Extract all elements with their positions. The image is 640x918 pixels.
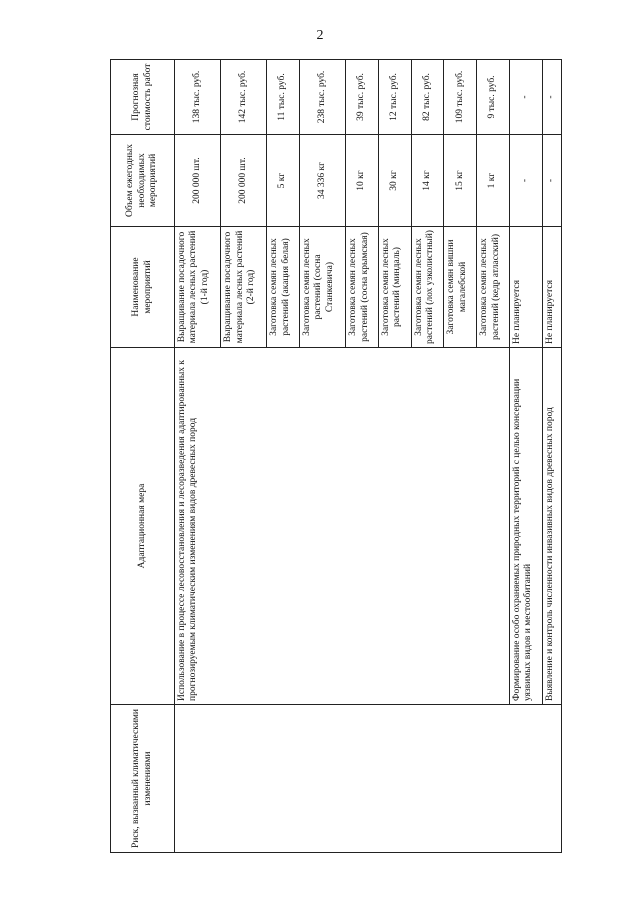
activity-name-cell: Выращивание посадочного материала лесных растений (2-й год) — [221, 227, 267, 348]
cost-cell: 39 тыс. руб. — [346, 60, 379, 135]
activity-name-cell: Заготовка семян вишни магалебской — [444, 227, 477, 348]
table-header-row — [111, 60, 175, 853]
volume-cell: 30 кг — [378, 135, 411, 227]
activity-name-cell: Заготовка семян лесных растений (сосна Станкевича) — [300, 227, 346, 348]
activity-name-cell: Не планируется — [542, 227, 561, 348]
volume-cell: - — [509, 135, 542, 227]
cost-cell: 109 тыс. руб. — [444, 60, 477, 135]
cost-cell: 12 тыс. руб. — [378, 60, 411, 135]
cost-cell: 82 тыс. руб. — [411, 60, 444, 135]
risk-cell — [175, 705, 562, 853]
cost-cell: - — [509, 60, 542, 135]
volume-cell: 34 336 кг — [300, 135, 346, 227]
volume-cell: 200 000 шт. — [221, 135, 267, 227]
volume-cell: 10 кг — [346, 135, 379, 227]
header-risk: Риск, вызванный климатическими изменениями — [111, 705, 175, 853]
activity-name-cell: Не планируется — [509, 227, 542, 348]
volume-cell: 200 000 шт. — [175, 135, 221, 227]
volume-cell: - — [542, 135, 561, 227]
header-annual-volume: Объем ежегодных необходимых мероприятий — [111, 135, 175, 227]
volume-cell: 14 кг — [411, 135, 444, 227]
header-measure: Адаптационная мера — [111, 348, 175, 705]
cost-cell: 11 тыс. руб. — [267, 60, 300, 135]
cost-cell: 9 тыс. руб. — [477, 60, 510, 135]
cost-cell: 138 тыс. руб. — [175, 60, 221, 135]
measure-cell: Формирование особо охраняемых природных территорий с целью консервации уязвимых видов и местообитаний — [509, 348, 542, 705]
cost-cell: 238 тыс. руб. — [300, 60, 346, 135]
volume-cell: 5 кг — [267, 135, 300, 227]
activity-name-cell: Выращивание посадочного материала лесных растений (1-й год) — [175, 227, 221, 348]
volume-cell: 15 кг — [444, 135, 477, 227]
table-row — [175, 60, 221, 853]
activity-name-cell: Заготовка семян лесных растений (сосна крымская) — [346, 227, 379, 348]
page-number: 2 — [316, 28, 324, 43]
volume-cell: 1 кг — [477, 135, 510, 227]
cost-cell: 142 тыс. руб. — [221, 60, 267, 135]
cost-cell: - — [542, 60, 561, 135]
activity-name-cell: Заготовка семян лесных растений (акация белая) — [267, 227, 300, 348]
header-forecast-cost: Прогнозная стоимость работ — [111, 60, 175, 135]
adaptation-measures-table — [110, 59, 562, 853]
header-activity-name: Наименование мероприятий — [111, 227, 175, 348]
rotated-table-wrapper — [110, 60, 562, 853]
activity-name-cell: Заготовка семян лесных растений (лох узколистный) — [411, 227, 444, 348]
measure-cell: Использование в процессе лесовосстановления и лесоразведения адаптированных к прогнозируемым климатическим изменениям видов древесных пород — [175, 348, 510, 705]
activity-name-cell: Заготовка семян лесных растений (миндаль) — [378, 227, 411, 348]
measure-cell: Выявление и контроль численности инвазивных видов древесных пород — [542, 348, 561, 705]
activity-name-cell: Заготовка семян лесных растений (кедр атласский) — [477, 227, 510, 348]
